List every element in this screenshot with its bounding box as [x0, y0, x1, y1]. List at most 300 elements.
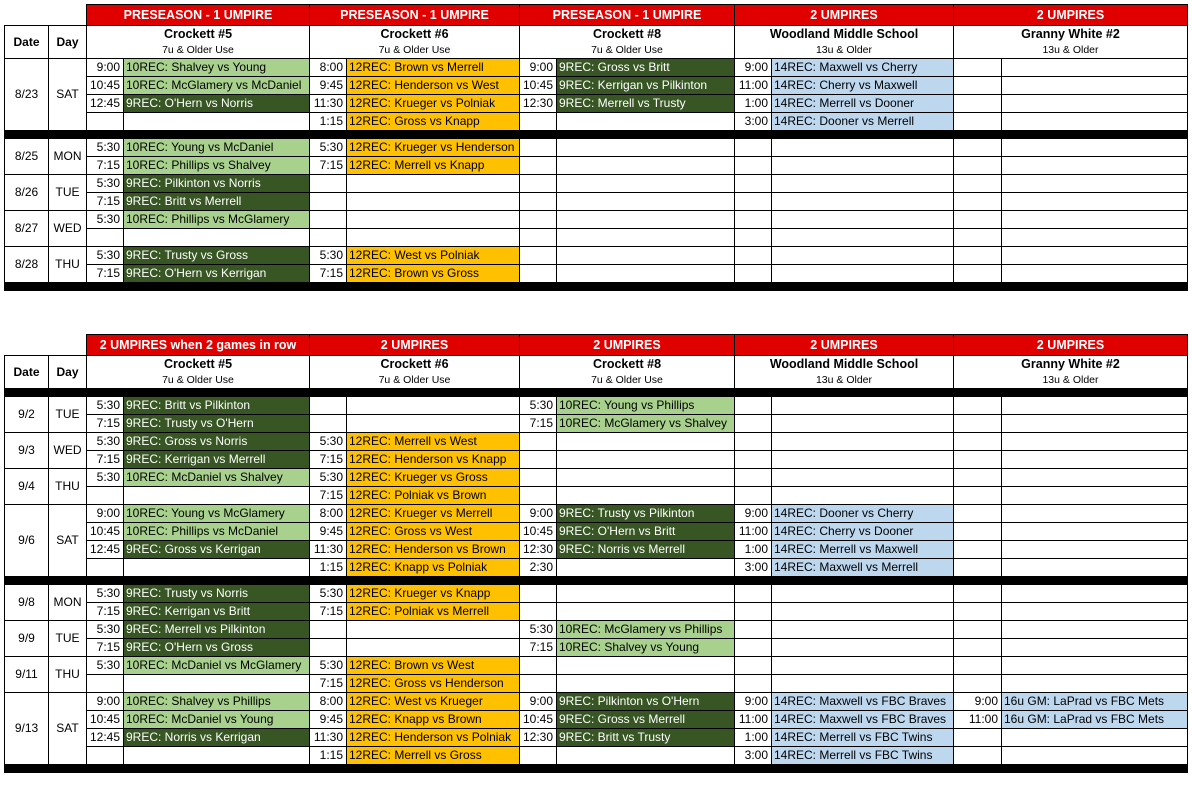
game-cell: 14REC: Cherry vs Dooner	[772, 523, 954, 541]
game-cell: 10REC: McGlamery vs Shalvey	[557, 415, 735, 433]
empty-time	[87, 113, 124, 131]
game-time: 7:15	[310, 451, 347, 469]
game-cell: 12REC: Knapp vs Brown	[347, 711, 520, 729]
empty-time	[735, 657, 772, 675]
venue-name: Crockett #6	[380, 357, 449, 371]
empty-game	[1002, 729, 1188, 747]
game-time: 12:45	[87, 95, 124, 113]
empty-time	[735, 175, 772, 193]
empty-game	[1002, 59, 1188, 77]
game-cell: 12REC: Brown vs West	[347, 657, 520, 675]
empty-time	[310, 211, 347, 229]
game-cell: 10REC: McDaniel vs McGlamery	[124, 657, 310, 675]
empty-time	[735, 585, 772, 603]
game-cell: 12REC: Krueger vs Henderson	[347, 139, 520, 157]
empty-game	[772, 157, 954, 175]
game-time: 5:30	[87, 397, 124, 415]
game-cell: 14REC: Cherry vs Maxwell	[772, 77, 954, 95]
game-time: 7:15	[87, 415, 124, 433]
game-time: 7:15	[87, 193, 124, 211]
umpire-banner: 2 UMPIRES	[735, 5, 954, 26]
venue-header	[735, 356, 954, 389]
empty-game	[772, 675, 954, 693]
venue-name: Crockett #6	[380, 27, 449, 41]
empty-time	[954, 621, 1002, 639]
game-cell: 9REC: Britt vs Trusty	[557, 729, 735, 747]
umpire-banner: PRESEASON - 1 UMPIRE	[520, 5, 735, 26]
empty-time	[735, 139, 772, 157]
game-time: 12:45	[87, 729, 124, 747]
venue-age-note: 7u & Older Use	[162, 44, 234, 56]
empty-time	[954, 397, 1002, 415]
venue-name: Granny White #2	[1021, 357, 1120, 371]
date-cell: 9/11	[5, 657, 49, 693]
game-cell: 12REC: West vs Krueger	[347, 693, 520, 711]
empty-time	[520, 157, 557, 175]
game-time: 5:30	[87, 585, 124, 603]
game-cell: 9REC: Merrell vs Trusty	[557, 95, 735, 113]
empty-game	[557, 487, 735, 505]
day-cell: MON	[49, 139, 87, 175]
venue-age-note: 13u & Older	[815, 374, 873, 386]
day-cell: SAT	[49, 505, 87, 577]
game-time: 1:15	[310, 113, 347, 131]
empty-time	[954, 523, 1002, 541]
date-cell: 8/27	[5, 211, 49, 247]
empty-game	[557, 469, 735, 487]
schedule-row	[5, 729, 1188, 747]
empty-game	[557, 175, 735, 193]
day-header: Day	[49, 26, 87, 59]
empty-time	[735, 211, 772, 229]
empty-time	[520, 139, 557, 157]
empty-game	[1002, 585, 1188, 603]
game-cell: 9REC: Gross vs Britt	[557, 59, 735, 77]
empty-time	[735, 157, 772, 175]
game-time: 11:30	[310, 541, 347, 559]
day-cell: THU	[49, 469, 87, 505]
empty-game	[772, 639, 954, 657]
empty-time	[954, 415, 1002, 433]
game-cell: 16u GM: LaPrad vs FBC Mets	[1002, 693, 1188, 711]
empty-game	[772, 415, 954, 433]
game-time: 7:15	[310, 265, 347, 283]
schedule-row	[5, 157, 1188, 175]
game-cell: 9REC: Gross vs Norris	[124, 433, 310, 451]
empty-time	[954, 729, 1002, 747]
empty-time	[520, 175, 557, 193]
game-cell: 9REC: O'Hern vs Kerrigan	[124, 265, 310, 283]
empty-game	[557, 247, 735, 265]
empty-game	[772, 397, 954, 415]
empty-time	[735, 603, 772, 621]
game-time: 9:45	[310, 711, 347, 729]
game-time: 9:45	[310, 77, 347, 95]
empty-time	[735, 451, 772, 469]
schedule-row	[5, 747, 1188, 765]
empty-game	[1002, 541, 1188, 559]
empty-game	[1002, 621, 1188, 639]
game-cell: 12REC: Knapp vs Polniak	[347, 559, 520, 577]
empty-game	[347, 175, 520, 193]
empty-time	[310, 397, 347, 415]
game-time: 5:30	[87, 175, 124, 193]
empty-game	[1002, 433, 1188, 451]
empty-time	[310, 639, 347, 657]
game-cell: 9REC: O'Hern vs Britt	[557, 523, 735, 541]
game-time: 5:30	[87, 469, 124, 487]
game-time: 1:00	[735, 541, 772, 559]
game-cell: 10REC: McDaniel vs Shalvey	[124, 469, 310, 487]
empty-game	[557, 139, 735, 157]
game-cell: 10REC: Phillips vs McGlamery	[124, 211, 310, 229]
empty-time	[954, 469, 1002, 487]
empty-time	[520, 585, 557, 603]
game-cell: 14REC: Dooner vs Merrell	[772, 113, 954, 131]
game-cell: 9REC: Kerrigan vs Merrell	[124, 451, 310, 469]
game-time: 7:15	[310, 675, 347, 693]
empty-game	[347, 229, 520, 247]
empty-game	[772, 451, 954, 469]
date-header: Date	[5, 356, 49, 389]
empty-game	[1002, 559, 1188, 577]
umpire-banner: 2 UMPIRES	[735, 335, 954, 356]
empty-time	[735, 193, 772, 211]
empty-time	[954, 559, 1002, 577]
game-cell: 9REC: Trusty vs Gross	[124, 247, 310, 265]
game-time: 5:30	[310, 433, 347, 451]
venue-age-note: 7u & Older Use	[591, 374, 663, 386]
empty-time	[87, 559, 124, 577]
empty-time	[520, 657, 557, 675]
game-cell: 9REC: Kerrigan vs Pilkinton	[557, 77, 735, 95]
game-cell: 10REC: McGlamery vs McDaniel	[124, 77, 310, 95]
venue-header-row	[5, 26, 1188, 59]
game-time: 9:00	[735, 505, 772, 523]
day-cell: TUE	[49, 621, 87, 657]
empty-time	[954, 657, 1002, 675]
empty-time	[520, 229, 557, 247]
game-cell: 14REC: Merrell vs Dooner	[772, 95, 954, 113]
game-time: 5:30	[310, 585, 347, 603]
game-time: 1:15	[310, 747, 347, 765]
empty-time	[954, 433, 1002, 451]
separator-bar	[5, 765, 1188, 773]
game-time: 5:30	[520, 397, 557, 415]
empty-time	[954, 229, 1002, 247]
empty-time	[954, 139, 1002, 157]
schedule-row	[5, 59, 1188, 77]
empty-game	[557, 211, 735, 229]
game-time: 7:15	[87, 265, 124, 283]
day-cell: MON	[49, 585, 87, 621]
game-time: 5:30	[310, 469, 347, 487]
venue-header	[520, 26, 735, 59]
schedule-row	[5, 585, 1188, 603]
game-cell: 12REC: Brown vs Merrell	[347, 59, 520, 77]
game-time: 11:00	[954, 711, 1002, 729]
empty-time	[310, 415, 347, 433]
schedule-row	[5, 639, 1188, 657]
game-cell: 10REC: Young vs Phillips	[557, 397, 735, 415]
game-time: 5:30	[520, 621, 557, 639]
empty-game	[1002, 523, 1188, 541]
empty-game	[557, 451, 735, 469]
empty-game	[557, 157, 735, 175]
empty-game	[772, 469, 954, 487]
game-time: 10:45	[87, 711, 124, 729]
empty-game	[1002, 77, 1188, 95]
game-time: 11:00	[735, 77, 772, 95]
separator-bar	[5, 283, 1188, 291]
umpire-banner: 2 UMPIRES	[310, 335, 520, 356]
game-cell: 9REC: Norris vs Kerrigan	[124, 729, 310, 747]
game-time: 8:00	[310, 59, 347, 77]
game-time: 3:00	[735, 113, 772, 131]
game-cell: 9REC: Trusty vs Pilkinton	[557, 505, 735, 523]
game-time: 5:30	[87, 657, 124, 675]
empty-game	[557, 265, 735, 283]
game-time: 9:00	[87, 59, 124, 77]
game-cell: 10REC: Shalvey vs Young	[557, 639, 735, 657]
game-cell: 12REC: Krueger vs Polniak	[347, 95, 520, 113]
schedule-row	[5, 229, 1188, 247]
empty-game	[1002, 229, 1188, 247]
empty-time	[735, 265, 772, 283]
empty-game	[1002, 451, 1188, 469]
empty-game	[557, 193, 735, 211]
game-time: 12:30	[520, 729, 557, 747]
game-cell: 12REC: Henderson vs Brown	[347, 541, 520, 559]
schedule-table-preseason	[4, 4, 1188, 291]
game-time: 10:45	[520, 523, 557, 541]
game-time: 1:00	[735, 729, 772, 747]
empty-time	[954, 451, 1002, 469]
game-time: 11:30	[310, 95, 347, 113]
venue-age-note: 7u & Older Use	[378, 374, 451, 386]
game-cell: 12REC: Krueger vs Merrell	[347, 505, 520, 523]
empty-time	[520, 247, 557, 265]
game-time: 10:45	[520, 711, 557, 729]
game-cell: 12REC: Krueger vs Knapp	[347, 585, 520, 603]
empty-game	[1002, 487, 1188, 505]
game-time: 5:30	[87, 139, 124, 157]
empty-game	[1002, 639, 1188, 657]
empty-game	[124, 113, 310, 131]
empty-game	[347, 415, 520, 433]
game-time: 7:15	[87, 157, 124, 175]
empty-time	[87, 675, 124, 693]
date-cell: 8/28	[5, 247, 49, 283]
schedule-row	[5, 675, 1188, 693]
empty-time	[520, 451, 557, 469]
schedule-row	[5, 95, 1188, 113]
game-time: 1:00	[735, 95, 772, 113]
schedule-row	[5, 397, 1188, 415]
empty-time	[520, 469, 557, 487]
game-time: 7:15	[87, 603, 124, 621]
umpire-banner: PRESEASON - 1 UMPIRE	[87, 5, 310, 26]
schedule-row	[5, 559, 1188, 577]
game-cell: 9REC: Merrell vs Pilkinton	[124, 621, 310, 639]
date-header: Date	[5, 26, 49, 59]
empty-game	[772, 585, 954, 603]
empty-time	[954, 639, 1002, 657]
game-time: 1:15	[310, 559, 347, 577]
game-time: 11:00	[735, 523, 772, 541]
empty-game	[1002, 469, 1188, 487]
date-cell: 9/8	[5, 585, 49, 621]
schedule-row	[5, 711, 1188, 729]
empty-game	[1002, 193, 1188, 211]
empty-time	[954, 265, 1002, 283]
venue-name: Crockett #8	[592, 357, 662, 371]
game-cell: 14REC: Dooner vs Cherry	[772, 505, 954, 523]
empty-time	[310, 193, 347, 211]
empty-time	[954, 585, 1002, 603]
schedule-row	[5, 621, 1188, 639]
game-cell: 9REC: Trusty vs Norris	[124, 585, 310, 603]
game-time: 5:30	[310, 657, 347, 675]
game-time: 8:00	[310, 505, 347, 523]
empty-time	[954, 77, 1002, 95]
game-cell: 9REC: Britt vs Merrell	[124, 193, 310, 211]
venue-age-note: 13u & Older	[815, 44, 873, 56]
game-cell: 10REC: Phillips vs Shalvey	[124, 157, 310, 175]
game-cell: 12REC: Henderson vs Knapp	[347, 451, 520, 469]
game-time: 5:30	[87, 247, 124, 265]
empty-game	[772, 211, 954, 229]
venue-header	[310, 26, 520, 59]
empty-time	[520, 603, 557, 621]
game-cell: 12REC: Henderson vs West	[347, 77, 520, 95]
game-cell: 12REC: Merrell vs West	[347, 433, 520, 451]
game-cell: 9REC: Trusty vs O'Hern	[124, 415, 310, 433]
venue-age-note: 13u & Older	[1042, 374, 1099, 386]
empty-game	[1002, 505, 1188, 523]
game-cell: 12REC: Krueger vs Gross	[347, 469, 520, 487]
empty-game	[557, 585, 735, 603]
empty-game	[557, 113, 735, 131]
empty-game	[1002, 657, 1188, 675]
game-cell: 12REC: Polniak vs Brown	[347, 487, 520, 505]
day-cell: SAT	[49, 693, 87, 765]
game-cell: 10REC: Phillips vs McDaniel	[124, 523, 310, 541]
date-cell: 8/26	[5, 175, 49, 211]
game-cell: 14REC: Maxwell vs Cherry	[772, 59, 954, 77]
separator-bar	[5, 577, 1188, 585]
game-cell: 10REC: McGlamery vs Phillips	[557, 621, 735, 639]
schedule-row	[5, 415, 1188, 433]
game-cell: 12REC: Gross vs Henderson	[347, 675, 520, 693]
empty-time	[520, 487, 557, 505]
empty-game	[1002, 415, 1188, 433]
venue-header	[87, 26, 310, 59]
empty-game	[772, 433, 954, 451]
empty-game	[772, 175, 954, 193]
day-cell: THU	[49, 657, 87, 693]
umpire-banner: 2 UMPIRES	[520, 335, 735, 356]
game-time: 9:00	[735, 59, 772, 77]
game-cell: 9REC: Gross vs Merrell	[557, 711, 735, 729]
schedule-row	[5, 247, 1188, 265]
umpire-banner: 2 UMPIRES	[954, 5, 1188, 26]
venue-header-row	[5, 356, 1188, 389]
day-cell: TUE	[49, 397, 87, 433]
game-time: 12:30	[520, 95, 557, 113]
empty-game	[772, 657, 954, 675]
venue-name: Crockett #5	[163, 357, 233, 371]
venue-name: Woodland Middle School	[769, 357, 919, 371]
empty-time	[954, 211, 1002, 229]
game-time: 10:45	[87, 523, 124, 541]
empty-time	[520, 193, 557, 211]
empty-game	[1002, 747, 1188, 765]
venue-header	[87, 356, 310, 389]
empty-time	[954, 113, 1002, 131]
empty-time	[735, 639, 772, 657]
game-time: 9:00	[87, 693, 124, 711]
schedule-row	[5, 523, 1188, 541]
day-header: Day	[49, 356, 87, 389]
date-cell: 9/9	[5, 621, 49, 657]
empty-game	[557, 657, 735, 675]
empty-time	[735, 469, 772, 487]
game-cell: 12REC: Merrell vs Knapp	[347, 157, 520, 175]
empty-game	[1002, 95, 1188, 113]
empty-game	[1002, 139, 1188, 157]
empty-game	[347, 193, 520, 211]
banner-row	[5, 5, 1188, 26]
empty-game	[124, 747, 310, 765]
empty-time	[954, 487, 1002, 505]
empty-time	[954, 603, 1002, 621]
game-time: 5:30	[87, 621, 124, 639]
game-time: 5:30	[87, 211, 124, 229]
game-time: 7:15	[310, 603, 347, 621]
game-cell: 10REC: Young vs McGlamery	[124, 505, 310, 523]
game-cell: 12REC: Gross vs Knapp	[347, 113, 520, 131]
game-cell: 10REC: Shalvey vs Phillips	[124, 693, 310, 711]
game-time: 7:15	[520, 415, 557, 433]
empty-game	[1002, 113, 1188, 131]
empty-time	[520, 265, 557, 283]
empty-game	[1002, 175, 1188, 193]
empty-time	[954, 505, 1002, 523]
game-time: 11:30	[310, 729, 347, 747]
empty-game	[557, 747, 735, 765]
empty-time	[520, 675, 557, 693]
date-cell: 8/23	[5, 59, 49, 131]
game-cell: 10REC: Young vs McDaniel	[124, 139, 310, 157]
game-cell: 12REC: Gross vs West	[347, 523, 520, 541]
empty-game	[347, 621, 520, 639]
empty-time	[954, 747, 1002, 765]
schedule-row	[5, 139, 1188, 157]
day-cell: WED	[49, 433, 87, 469]
empty-time	[735, 415, 772, 433]
empty-game	[1002, 157, 1188, 175]
game-cell: 12REC: Merrell vs Gross	[347, 747, 520, 765]
empty-time	[735, 621, 772, 639]
schedule-row	[5, 113, 1188, 131]
schedule-row	[5, 657, 1188, 675]
game-time: 10:45	[87, 77, 124, 95]
schedule-row	[5, 505, 1188, 523]
empty-time	[954, 193, 1002, 211]
venue-header	[520, 356, 735, 389]
game-cell: 12REC: Polniak vs Merrell	[347, 603, 520, 621]
